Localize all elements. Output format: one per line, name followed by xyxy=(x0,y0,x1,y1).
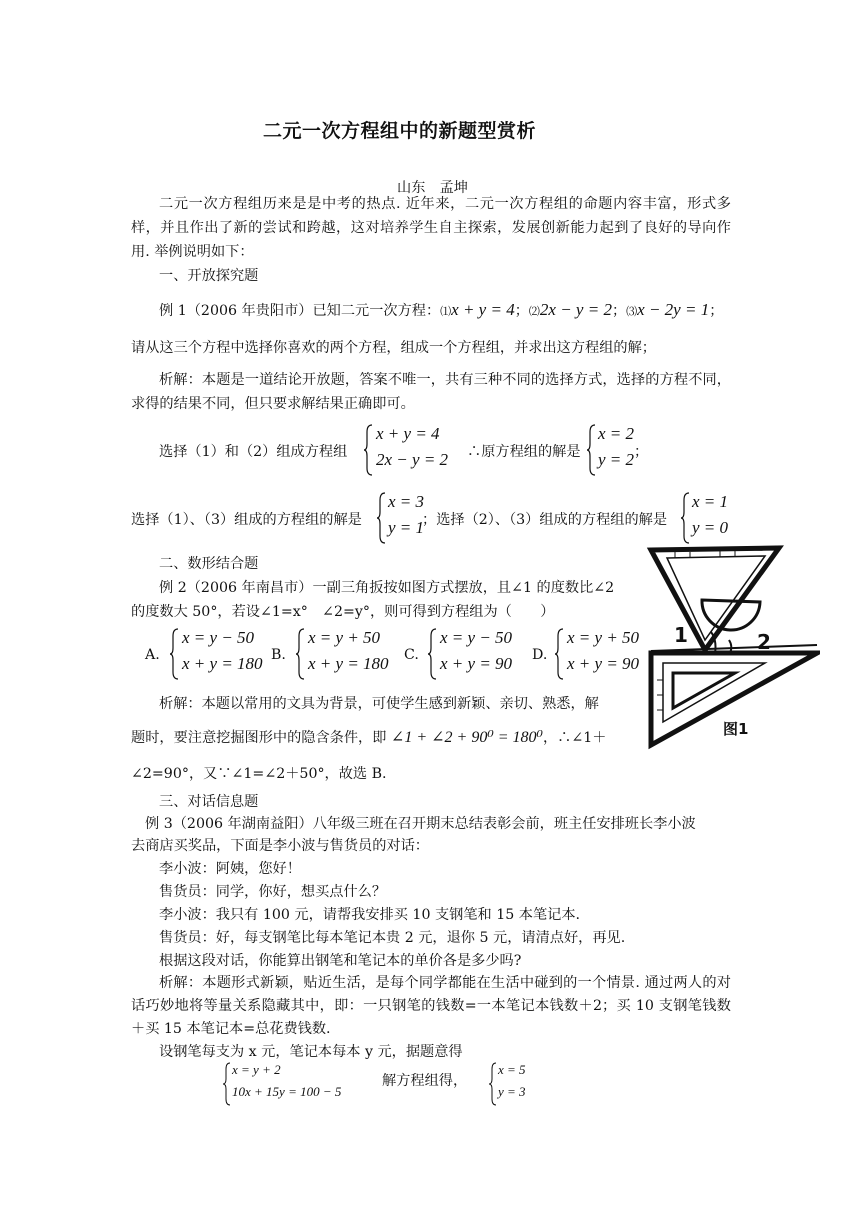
analysis-text: ，∴∠1＋ xyxy=(542,730,607,746)
separator: ； xyxy=(514,303,529,319)
example3-setup: 设钢笔每支为 x 元，笔记本每本 y 元，据题意得 xyxy=(159,1044,463,1060)
choice1-system xyxy=(364,424,454,476)
solution-row: x = 5 xyxy=(498,1062,526,1077)
solution-row: x = 1 xyxy=(692,492,729,511)
example1-analysis: 析解：本题是一道结论开放题，答案不唯一，共有三种不同的选择方式，选择的方程不同，求得的结果不同，但只要求解结果正确即可。 xyxy=(131,372,731,412)
brace-icon xyxy=(428,628,438,680)
separator: ； xyxy=(709,303,724,319)
system-row: x + y = 4 xyxy=(376,424,440,443)
brace-icon xyxy=(489,1062,497,1106)
section2-heading: 二、数形结合题 xyxy=(159,556,259,572)
eq2-number: ⑵ xyxy=(528,305,540,318)
solve-text: 解方程组得， xyxy=(382,1073,468,1089)
brace-icon xyxy=(681,492,691,544)
example3-analysis: 析解：本题形式新颖，贴近生活，是每个同学都能在生活中碰到的一个情景. 通过两人的对话巧妙地将等量关系隐藏其中，即：一只钢笔的钱数=一本笔记本钱数＋2；买 10 支钢笔钱数＋买 15 本笔记本=总花费钱数. xyxy=(131,975,731,1037)
example1-line1 xyxy=(159,298,723,324)
brace-icon xyxy=(587,424,597,476)
brace-icon xyxy=(223,1062,231,1106)
option-c-label: C. xyxy=(404,647,419,663)
separator: ； xyxy=(634,444,649,460)
solution-row: y = 0 xyxy=(692,518,729,537)
question-line: 根据这段对话，你能算出钢笔和笔记本的单价各是多少吗? xyxy=(159,953,522,969)
example3-line2: 去商店买奖品，下面是李小波与售货员的对话： xyxy=(131,838,429,854)
example3-system xyxy=(223,1062,363,1106)
analysis-text: 题时，要注意挖掘图形中的隐含条件，即 xyxy=(131,730,387,746)
dialog-line: 李小波：我只有 100 元，请帮我安排买 10 支钢笔和 15 本笔记本. xyxy=(159,907,581,923)
choice1-text: 选择（1）和（2）组成方程组 xyxy=(159,444,348,460)
system-row: x + y = 180 xyxy=(182,654,263,673)
system-row: 2x − y = 2 xyxy=(376,450,449,469)
example3-solution xyxy=(489,1062,539,1106)
example2-line1: 例 2（2006 年南昌市）一副三角扳按如图方式摆放，且∠1 的度数比∠2 xyxy=(159,580,615,596)
example2-analysis-line1: 析解：本题以常用的文具为背景，可使学生感到新颖、亲切、熟悉，解 xyxy=(159,696,599,712)
system-row: x = y + 2 xyxy=(232,1062,281,1077)
section1-heading: 一、开放探究题 xyxy=(159,268,259,284)
example1-prefix: 例 1（2006 年贵阳市）已知二元一次方程： xyxy=(159,303,441,319)
solution-row: y = 1 xyxy=(388,518,425,537)
brace-icon xyxy=(296,628,306,680)
eq1-number: ⑴ xyxy=(440,305,452,318)
option-a-system xyxy=(170,628,263,680)
option-c-system xyxy=(428,628,518,680)
choice3-solution xyxy=(681,492,731,544)
system-row: x + y = 90 xyxy=(567,654,640,673)
system-row: x = y − 50 xyxy=(440,628,513,647)
system-row: x + y = 90 xyxy=(440,654,513,673)
dialog-line: 售货员：好，每支钢笔比每本笔记本贵 2 元，退你 5 元，请清点好，再见. xyxy=(159,930,626,946)
section3-heading: 三、对话信息题 xyxy=(159,794,259,810)
angle-sum-equation: ∠1 + ∠2 + 90⁰ = 180⁰ xyxy=(390,729,543,746)
author: 山东 孟坤 xyxy=(397,180,468,196)
example2-line2: 的度数大 50°，若设∠1=x° ∠2=y°，则可得到方程组为（ ） xyxy=(131,604,555,620)
example2-analysis-line3: ∠2=90°，又∵∠1=∠2＋50°，故选 B. xyxy=(131,766,387,782)
solution-row: x = 3 xyxy=(388,492,425,511)
system-row: 10x + 15y = 100 − 5 xyxy=(232,1084,342,1099)
brace-icon xyxy=(364,424,374,476)
solution-row: y = 3 xyxy=(498,1084,526,1099)
option-b-label: B. xyxy=(271,647,286,663)
system-row: x = y − 50 xyxy=(182,628,255,647)
option-b-system xyxy=(296,628,389,680)
separator: ； xyxy=(611,303,627,319)
choice3-text: ；选择（2）、（3）组成的方程组的解是 xyxy=(422,512,668,528)
dialog-line: 售货员：同学，你好，想买点什么？ xyxy=(159,884,387,900)
eq3-number: ⑶ xyxy=(626,305,638,318)
system-row: x = y + 50 xyxy=(308,628,381,647)
option-d-system xyxy=(555,628,645,680)
example3-line1: 例 3（2006 年湖南益阳）八年级三班在召开期末总结表彰会前，班主任安排班长李小波 xyxy=(145,816,696,832)
option-a-label: A. xyxy=(145,647,160,663)
solution-row: x = 2 xyxy=(598,424,635,443)
equation-2: 2x − y = 2 xyxy=(539,300,612,319)
equation-1: x + y = 4 xyxy=(451,300,515,319)
choice1-solution-text: ∴原方程组的解是 xyxy=(467,444,581,460)
solution-row: y = 2 xyxy=(598,450,635,469)
figure-caption: 图1 xyxy=(723,720,749,738)
example1-line2: 请从这三个方程中选择你喜欢的两个方程，组成一个方程组，并求出这方程组的解； xyxy=(131,340,656,356)
option-d-label: D. xyxy=(532,647,548,663)
choice2-solution xyxy=(377,492,427,544)
brace-icon xyxy=(170,628,180,680)
system-row: x = y + 50 xyxy=(567,628,640,647)
intro-paragraph: 二元一次方程组历来是是中考的热点. 近年来，二元一次方程组的命题内容丰富，形式多样，并且作出了新的尝试和跨越，这对培养学生自主探索，发展创新能力起到了良好的导向作用. 举例说明如下： xyxy=(131,196,731,260)
equation-3: x − 2y = 1 xyxy=(637,300,710,319)
page-title: 二元一次方程组中的新题型赏析 xyxy=(263,120,537,142)
example2-analysis-line2 xyxy=(131,726,606,750)
figure-label-2: 2 xyxy=(757,630,771,654)
brace-icon xyxy=(377,492,387,544)
figure-set-squares xyxy=(645,540,820,755)
choice2-text: 选择（1）、（3）组成的方程组的解是 xyxy=(131,512,362,528)
brace-icon xyxy=(555,628,565,680)
dialog-line: 李小波：阿姨，您好！ xyxy=(159,861,301,877)
figure-label-1: 1 xyxy=(674,623,688,647)
system-row: x + y = 180 xyxy=(308,654,389,673)
